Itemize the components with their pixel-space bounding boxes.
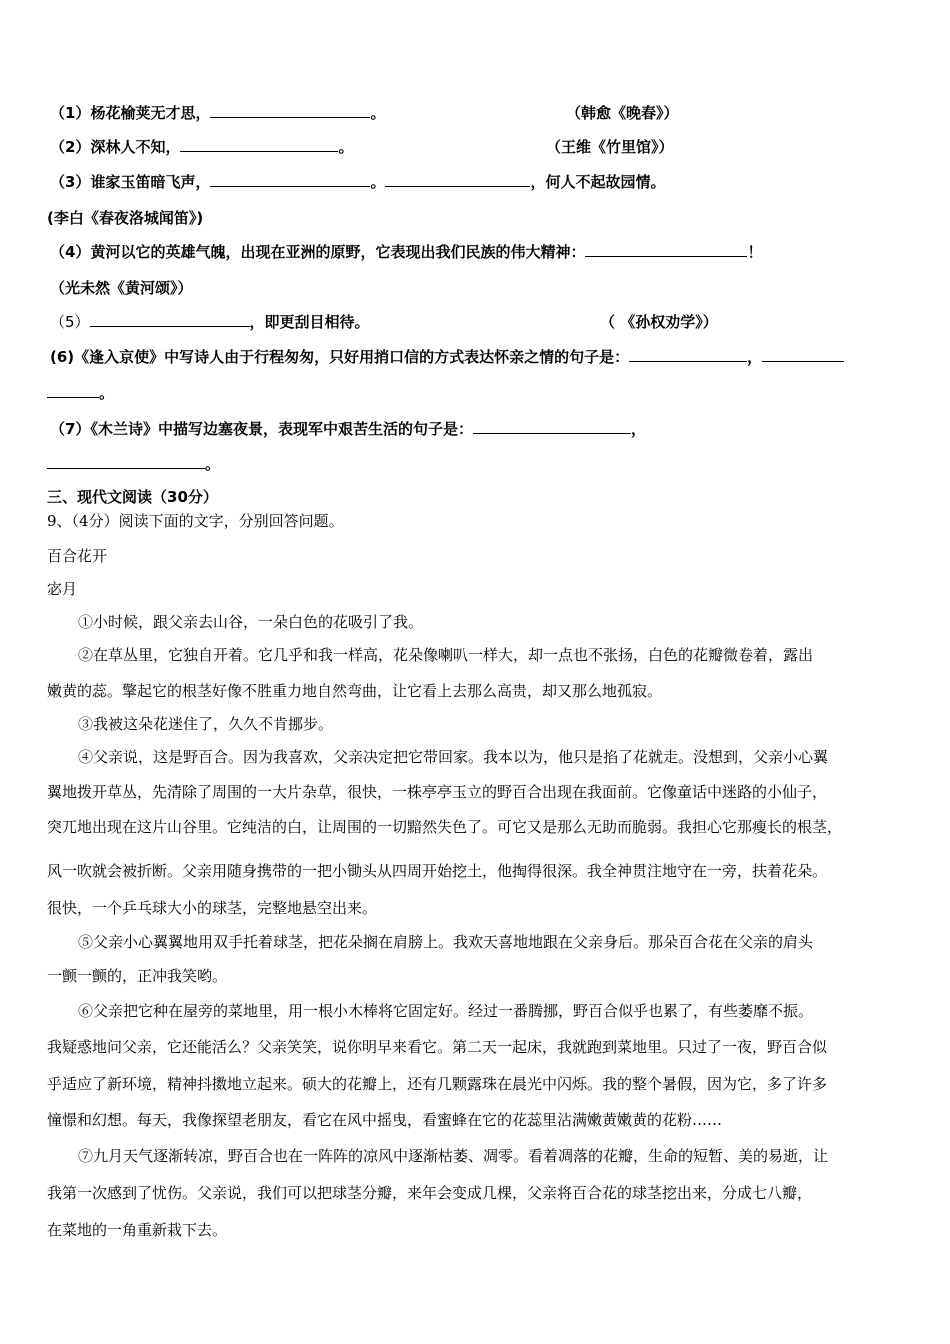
q7-mid: ， bbox=[630, 420, 646, 438]
q4-end: ！ bbox=[747, 243, 763, 261]
q5-source: （ 《孙权劝学》） bbox=[600, 313, 718, 331]
poetry-q6 bbox=[50, 347, 844, 367]
article-paragraph-6-line-1: ⑥父亲把它种在屋旁的菜地里，用一根小木棒将它固定好。经过一番腾挪，野百合似乎也累了，有些萎靡不振。 bbox=[78, 1002, 814, 1020]
q6-answer-blank-2a[interactable] bbox=[762, 347, 844, 362]
q2-number: （2） bbox=[50, 138, 91, 156]
q5-answer-blank[interactable] bbox=[90, 312, 250, 327]
q7-text: 《木兰诗》中描写边塞夜景，表现军中艰苦生活的句子是： bbox=[90, 420, 473, 438]
poetry-q5 bbox=[50, 312, 370, 332]
article-paragraph-4-line-1: ④父亲说，这是野百合。因为我喜欢，父亲决定把它带回家。我本以为，他只是掐了花就走。没想到，父亲小心翼 bbox=[78, 748, 829, 766]
poetry-q1 bbox=[50, 103, 385, 123]
q6-number: (6) bbox=[50, 348, 75, 366]
q2-end: 。 bbox=[338, 138, 354, 156]
q5-text: ，即更刮目相待。 bbox=[249, 313, 370, 331]
article-paragraph-7-line-2: 我第一次感到了忧伤。父亲说，我们可以把球茎分瓣，来年会变成几棵，父亲将百合花的球茎挖出来，分成七八瓣， bbox=[47, 1184, 813, 1202]
q3-source: (李白《春夜洛城闻笛》) bbox=[47, 209, 204, 227]
reading-question: 9、（4分）阅读下面的文字，分别回答问题。 bbox=[47, 512, 344, 530]
article-paragraph-4-line-3: 突兀地出现在这片山谷里。它纯洁的白，让周围的一切黯然失色了。可它又是那么无助而脆弱。我担心它那瘦长的根茎， bbox=[47, 818, 843, 836]
q7-end: 。 bbox=[205, 455, 221, 473]
q7-answer-blank-1[interactable] bbox=[473, 419, 631, 434]
q2-source: （王维《竹里馆》） bbox=[546, 138, 674, 156]
article-paragraph-5-line-2: 一颤一颤的，正冲我笑哟。 bbox=[47, 967, 228, 985]
poetry-q6-cont bbox=[47, 383, 114, 403]
q3-text: 谁家玉笛暗飞声， bbox=[90, 173, 211, 191]
article-paragraph-2-line-1: ②在草丛里，它独自开着。它几乎和我一样高，花朵像喇叭一样大，却一点也不张扬，白色的花瓣微卷着，露出 bbox=[78, 646, 814, 664]
q3-number: （3） bbox=[50, 173, 91, 191]
q3-answer-blank-2[interactable] bbox=[385, 172, 530, 187]
q1-number: （1） bbox=[50, 104, 91, 122]
article-paragraph-5-line-1: ⑤父亲小心翼翼地用双手托着球茎，把花朵搁在肩膀上。我欢天喜地地跟在父亲身后。那朵百合花在父亲的肩头 bbox=[78, 933, 814, 951]
article-paragraph-6-line-2: 我疑惑地问父亲，它还能活么？父亲笑笑，说你明早来看它。第二天一起床，我就跑到菜地里。只过了一夜，野百合似 bbox=[47, 1038, 828, 1056]
article-paragraph-7-line-3: 在菜地的一角重新栽下去。 bbox=[47, 1221, 228, 1239]
q3-end: ，何人不起故园情。 bbox=[530, 173, 666, 191]
article-paragraph-2-line-2: 嫩黄的蕊。擎起它的根茎好像不胜重力地自然弯曲，让它看上去那么高贵，却又那么地孤寂。 bbox=[47, 682, 663, 700]
article-paragraph-6-line-3: 乎适应了新环境，精神抖擞地立起来。硕大的花瓣上，还有几颗露珠在晨光中闪烁。我的整个暑假，因为它，多了许多 bbox=[47, 1075, 828, 1093]
article-paragraph-3: ③我被这朵花迷住了，久久不肯挪步。 bbox=[78, 715, 334, 733]
q6-mid: ， bbox=[747, 348, 763, 366]
poetry-q3 bbox=[50, 172, 665, 192]
q1-answer-blank[interactable] bbox=[210, 103, 370, 118]
q6-answer-blank-2b[interactable] bbox=[47, 383, 99, 398]
article-title: 百合花开 bbox=[47, 547, 108, 565]
q2-answer-blank[interactable] bbox=[180, 137, 338, 152]
q7-number: （7） bbox=[50, 420, 91, 438]
article-author: 宓月 bbox=[47, 580, 78, 598]
poetry-q2 bbox=[50, 137, 353, 157]
q4-source: （光未然《黄河颂》） bbox=[50, 279, 193, 297]
q1-text: 杨花榆荚无才思， bbox=[90, 104, 211, 122]
article-paragraph-1: ①小时候，跟父亲去山谷，一朵白色的花吸引了我。 bbox=[78, 613, 424, 631]
article-paragraph-7-line-1: ⑦九月天气逐渐转凉，野百合也在一阵阵的凉风中逐渐枯萎、凋零。看着凋落的花瓣，生命的短暂、美的易逝，让 bbox=[78, 1147, 829, 1165]
article-paragraph-4-line-5: 很快，一个乒乓球大小的球茎，完整地悬空出来。 bbox=[47, 899, 378, 917]
q6-text: 《逢入京使》中写诗人由于行程匆匆，只好用捎口信的方式表达怀亲之情的句子是： bbox=[74, 348, 630, 366]
article-paragraph-4-line-2: 翼地拨开草丛，先清除了周围的一大片杂草，很快，一株亭亭玉立的野百合出现在我面前。它像童话中迷路的小仙子， bbox=[47, 783, 828, 801]
section-heading: 三、现代文阅读（30分） bbox=[47, 488, 218, 506]
q4-text: 黄河以它的英雄气魄，出现在亚洲的原野，它表现出我们民族的伟大精神： bbox=[90, 243, 586, 261]
q1-source: （韩愈《晚春》） bbox=[566, 104, 679, 122]
q6-period: 。 bbox=[99, 384, 115, 402]
q4-number: （4） bbox=[50, 243, 91, 261]
poetry-q7-cont bbox=[47, 454, 220, 474]
q7-answer-blank-2[interactable] bbox=[47, 454, 205, 469]
q6-answer-blank-1[interactable] bbox=[629, 347, 747, 362]
q4-answer-blank[interactable] bbox=[585, 242, 747, 257]
q1-end: 。 bbox=[370, 104, 386, 122]
article-paragraph-4-line-4: 风一吹就会被折断。父亲用随身携带的一把小锄头从四周开始挖土，他掏得很深。我全神贯注地守在一旁，扶着花朵。 bbox=[47, 862, 828, 880]
q2-text: 深林人不知， bbox=[90, 138, 181, 156]
q5-number: （5） bbox=[50, 313, 90, 331]
article-paragraph-6-line-4: 憧憬和幻想。每天，我像探望老朋友，看它在风中摇曳，看蜜蜂在它的花蕊里沾满嫩黄嫩黄的花粉…… bbox=[47, 1111, 723, 1129]
poetry-q7 bbox=[50, 419, 646, 439]
poetry-q4 bbox=[50, 242, 762, 262]
q3-answer-blank-1[interactable] bbox=[210, 172, 370, 187]
q3-mid: 。 bbox=[370, 173, 386, 191]
